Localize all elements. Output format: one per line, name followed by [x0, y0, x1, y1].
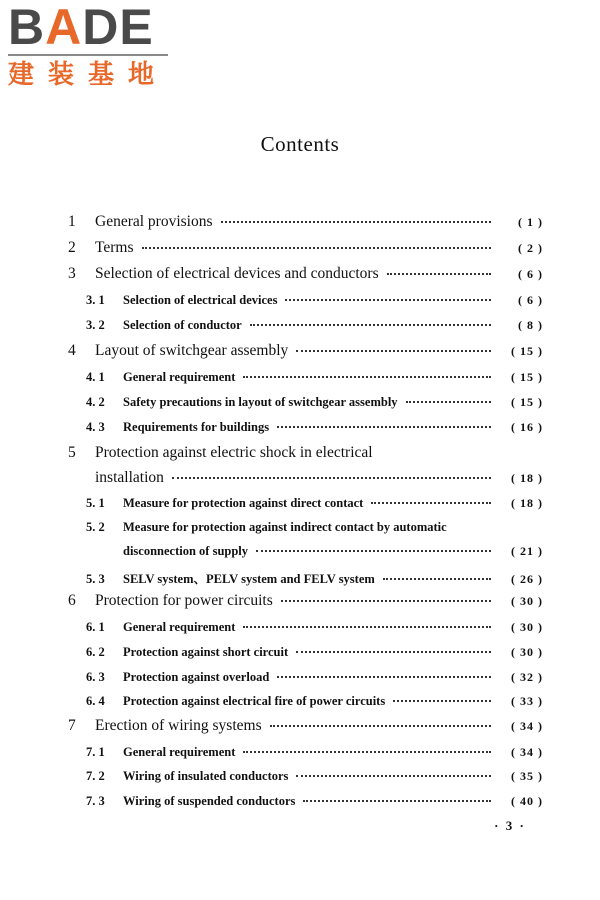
toc-page: ( 26 ): [511, 572, 543, 586]
toc-entry[interactable]: [68, 239, 543, 257]
toc-leader: [296, 650, 491, 653]
toc-title: Requirements for buildings: [123, 420, 270, 434]
toc-number: 7. 2: [86, 769, 105, 783]
toc-title-continued: disconnection of supply: [123, 544, 249, 558]
toc-number: 3: [68, 265, 76, 282]
toc-title: General requirement: [123, 745, 236, 759]
toc-title: Protection against overload: [123, 670, 270, 684]
logo-wordmark: BADE: [8, 0, 154, 55]
toc-leader: [243, 750, 491, 753]
toc-entry[interactable]: [68, 213, 543, 231]
toc-number: 6. 2: [86, 645, 105, 659]
toc-number: 5: [68, 444, 76, 461]
toc-entry[interactable]: [68, 342, 543, 360]
toc-leader: [281, 599, 491, 602]
toc-page: ( 2 ): [518, 241, 543, 255]
toc-page: ( 15 ): [511, 370, 543, 384]
toc-subentry[interactable]: [68, 370, 543, 385]
toc-leader: [296, 349, 491, 352]
toc-page: ( 32 ): [511, 670, 543, 684]
toc-title: Protection for power circuits: [95, 592, 273, 609]
toc-subentry-continued[interactable]: [123, 544, 543, 559]
toc-leader: [172, 476, 491, 479]
toc-leader: [250, 323, 491, 326]
toc-title: General requirement: [123, 370, 236, 384]
toc-leader: [303, 799, 491, 802]
toc-leader: [371, 501, 491, 504]
toc-title: Selection of electrical devices: [123, 293, 278, 307]
toc-number: 6. 4: [86, 694, 105, 708]
toc-subentry[interactable]: [68, 620, 543, 635]
toc-entry-continued[interactable]: [95, 469, 543, 487]
toc-title: Wiring of insulated conductors: [123, 769, 289, 783]
toc-subentry[interactable]: [68, 293, 543, 308]
toc-number: 5. 2: [86, 520, 105, 534]
toc-number: 5. 1: [86, 496, 105, 510]
toc-number: 2: [68, 239, 76, 256]
toc-title: SELV system、PELV system and FELV system: [123, 572, 375, 586]
toc-number: 1: [68, 213, 76, 230]
toc-leader: [406, 400, 491, 403]
toc-page: ( 34 ): [511, 719, 543, 733]
toc-leader: [277, 675, 491, 678]
toc-subentry[interactable]: [68, 420, 543, 435]
toc-page: ( 16 ): [511, 420, 543, 434]
page-number: · 3 ·: [494, 818, 526, 833]
toc-leader: [243, 625, 491, 628]
toc-entry[interactable]: [68, 265, 543, 283]
toc-page: ( 35 ): [511, 769, 543, 783]
toc-number: 4: [68, 342, 76, 359]
toc-number: 7. 1: [86, 745, 105, 759]
toc-leader: [296, 774, 491, 777]
toc-title: Selection of electrical devices and conductors: [95, 265, 379, 282]
toc-title: Measure for protection against direct contact: [123, 496, 364, 510]
toc-subentry[interactable]: [68, 694, 543, 709]
toc-entry[interactable]: [68, 444, 543, 462]
toc-title: Terms: [95, 239, 134, 256]
toc-leader: [387, 272, 491, 275]
toc-subentry[interactable]: [68, 769, 543, 784]
toc-page: ( 30 ): [511, 594, 543, 608]
toc-leader: [285, 298, 491, 301]
toc-page: ( 15 ): [511, 344, 543, 358]
toc-entry[interactable]: [68, 717, 543, 735]
toc-title: Layout of switchgear assembly: [95, 342, 289, 359]
toc-page: ( 30 ): [511, 620, 543, 634]
toc-subentry[interactable]: [68, 318, 543, 333]
toc-leader: [393, 699, 491, 702]
toc-title: Protection against electrical fire of power circuits: [123, 694, 386, 708]
toc-title: Safety precautions in layout of switchgear assembly: [123, 395, 398, 409]
toc-leader: [243, 375, 491, 378]
toc-page: ( 6 ): [518, 293, 543, 307]
toc-number: 7: [68, 717, 76, 734]
toc-title: General requirement: [123, 620, 236, 634]
toc-leader: [142, 246, 491, 249]
page-title: Contents: [260, 132, 340, 156]
toc-number: 7. 3: [86, 794, 105, 808]
toc-number: 6: [68, 592, 76, 609]
toc-page: ( 21 ): [511, 544, 543, 558]
toc-subentry[interactable]: [68, 745, 543, 760]
toc-title: Protection against electric shock in electrical: [95, 444, 373, 461]
toc-number: 6. 1: [86, 620, 105, 634]
toc-page: ( 6 ): [518, 267, 543, 281]
toc-title: Selection of conductor: [123, 318, 242, 332]
toc-number: 4. 3: [86, 420, 105, 434]
toc-entry[interactable]: [68, 592, 543, 610]
toc-number: 3. 2: [86, 318, 105, 332]
toc-page: ( 33 ): [511, 694, 543, 708]
toc-title: Erection of wiring systems: [95, 717, 262, 734]
toc-leader: [277, 425, 491, 428]
logo-subtitle: 建装基地: [8, 60, 169, 90]
toc-page: ( 1 ): [518, 215, 543, 229]
toc-page: ( 30 ): [511, 645, 543, 659]
toc-page: ( 18 ): [511, 471, 543, 485]
toc-subentry[interactable]: [68, 794, 543, 809]
toc-page: ( 34 ): [511, 745, 543, 759]
toc-subentry[interactable]: [68, 569, 543, 587]
toc-page: ( 18 ): [511, 496, 543, 510]
toc-number: 5. 3: [86, 572, 105, 586]
toc-subentry[interactable]: [68, 496, 543, 511]
toc-title: General provisions: [95, 213, 213, 230]
toc-subentry[interactable]: [68, 520, 543, 535]
toc-subentry[interactable]: [68, 395, 543, 410]
toc-title-continued: installation: [95, 469, 164, 486]
toc-page: ( 8 ): [518, 318, 543, 332]
toc-subentry[interactable]: [68, 645, 543, 660]
toc-number: 4. 1: [86, 370, 105, 384]
toc-subentry[interactable]: [68, 670, 543, 685]
toc-title: Protection against short circuit: [123, 645, 289, 659]
toc-leader: [256, 549, 491, 552]
toc-leader: [221, 220, 491, 223]
toc-leader: [383, 577, 491, 580]
toc-page: ( 15 ): [511, 395, 543, 409]
toc-title: Measure for protection against indirect contact by automatic: [123, 520, 447, 534]
toc-page: ( 40 ): [511, 794, 543, 808]
toc-title: Wiring of suspended conductors: [123, 794, 296, 808]
toc-number: 4. 2: [86, 395, 105, 409]
toc-leader: [270, 724, 491, 727]
toc-number: 3. 1: [86, 293, 105, 307]
toc-number: 6. 3: [86, 670, 105, 684]
